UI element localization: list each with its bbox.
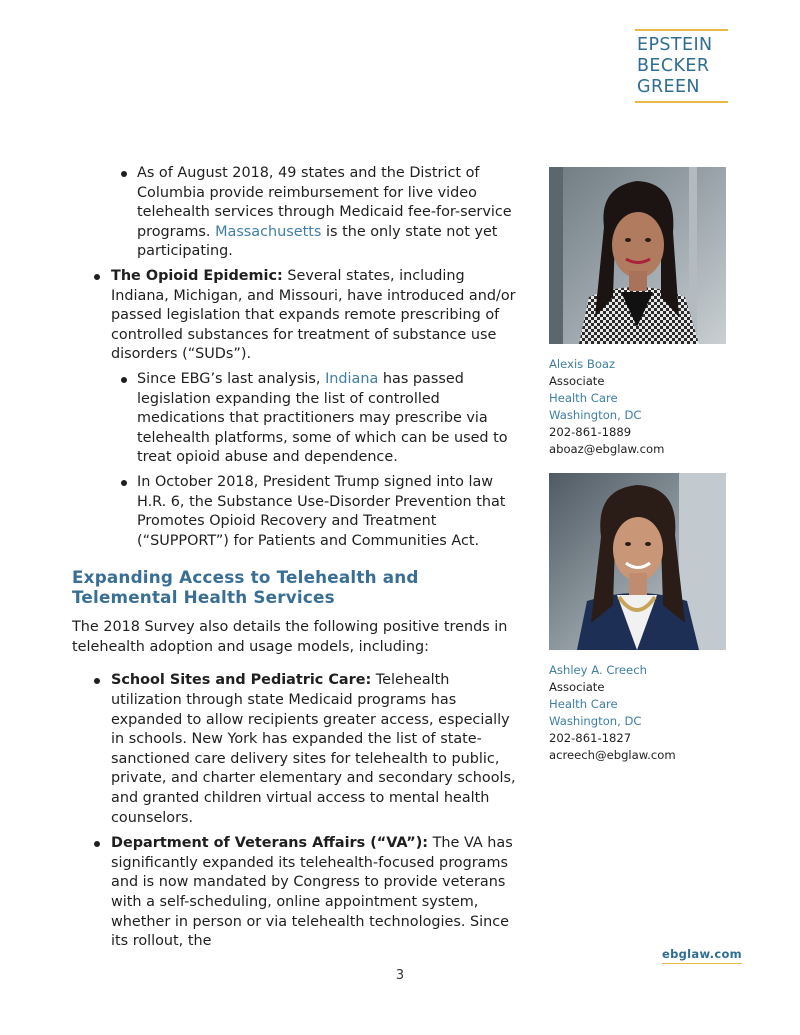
contact-name-link[interactable]: Ashley A. Creech [549, 663, 647, 677]
list-item-va: Department of Veterans Affairs (“VA”): The VA has significantly expanded its telehealth-focused programs and is now mandated by Congress to provide veterans with a self-scheduling, online appointment system, whether in person or via telehealth technologies. Since its rollout, the [72, 834, 517, 952]
section-heading: Expanding Access to Telehealth and Telemental Health Services [72, 567, 419, 608]
opioid-heading: The Opioid Epidemic: [111, 267, 283, 284]
logo-line-2: BECKER [637, 56, 710, 76]
contact-email[interactable]: acreech@ebglaw.com [549, 748, 676, 762]
intro-paragraph: The 2018 Survey also details the following positive trends in telehealth adoption and usage models, including: [72, 619, 508, 655]
headshot-photo [549, 167, 726, 344]
trends-list [72, 671, 517, 951]
firm-logo [635, 29, 728, 103]
list-item-medicaid-video: As of August 2018, 49 states and the District of Columbia provide reimbursement for live video telehealth services through Medicaid fee-for-service programs. Massachusetts is the only state not yet participating. [111, 164, 517, 262]
contact-phone: 202-861-1827 [549, 731, 632, 745]
list-item-opioid: The Opioid Epidemic: Several states, including Indiana, Michigan, and Missouri, have introduced and/or passed legislation that expands remote prescribing of controlled substances for treatment of substance use disorders (“SUDs”). Since EBG’s last analysis, Indiana has passed legislation expanding the list of controlled medications that practitioners may prescribe via telehealth platforms, some of which can be used to treat opioid abuse and dependence. In October 2018, President Trump signed into law H.R. 6, the Substance Use-Disorder Prevention that Promotes Opioid Recovery and Treatment (“SUPPORT”) for Patients and Communities Act. [72, 267, 517, 551]
contact-title: Associate [549, 680, 605, 694]
contact-details [549, 662, 729, 764]
contact-office-link[interactable]: Washington, DC [549, 408, 642, 422]
contact-card [549, 473, 729, 764]
contact-card [549, 167, 729, 458]
logo-line-1: EPSTEIN [637, 35, 713, 55]
school-heading: School Sites and Pediatric Care: [111, 672, 372, 689]
contact-phone: 202-861-1889 [549, 425, 632, 439]
contact-title: Associate [549, 374, 605, 388]
contact-email[interactable]: aboaz@ebglaw.com [549, 442, 665, 456]
trends-list-top [72, 267, 517, 551]
va-heading: Department of Veterans Affairs (“VA”): [111, 835, 429, 852]
contact-details [549, 356, 729, 458]
main-content [72, 164, 517, 958]
page-number: 3 [395, 968, 405, 983]
list-item-school: School Sites and Pediatric Care: Telehealth utilization through state Medicaid programs has expanded to allow recipients greater access, especially in schools. New York has expanded the list of state-sanctioned care delivery sites for telehealth to public, private, and charter elementary and secondary schools, and granted children virtual access to mental health counselors. [72, 671, 517, 828]
indiana-link[interactable]: Indiana [325, 370, 379, 387]
massachusetts-link[interactable]: Massachusetts [215, 223, 322, 240]
list-item-support-act: In October 2018, President Trump signed into law H.R. 6, the Substance Use-Disorder Prevention that Promotes Opioid Recovery and Treatment (“SUPPORT”) for Patients and Communities Act. [111, 473, 517, 551]
opioid-sublist [111, 370, 517, 551]
contact-name-link[interactable]: Alexis Boaz [549, 357, 616, 371]
website-link[interactable]: ebglaw.com [662, 947, 742, 964]
contact-practice-link[interactable]: Health Care [549, 391, 618, 405]
logo-line-3: GREEN [637, 77, 700, 97]
continued-sublist [111, 164, 517, 262]
list-item-indiana: Since EBG’s last analysis, Indiana has passed legislation expanding the list of controlled medications that practitioners may prescribe via telehealth platforms, some of which can be used to treat opioid abuse and dependence. [111, 370, 517, 468]
contact-practice-link[interactable]: Health Care [549, 697, 618, 711]
contact-office-link[interactable]: Washington, DC [549, 714, 642, 728]
headshot-photo [549, 473, 726, 650]
